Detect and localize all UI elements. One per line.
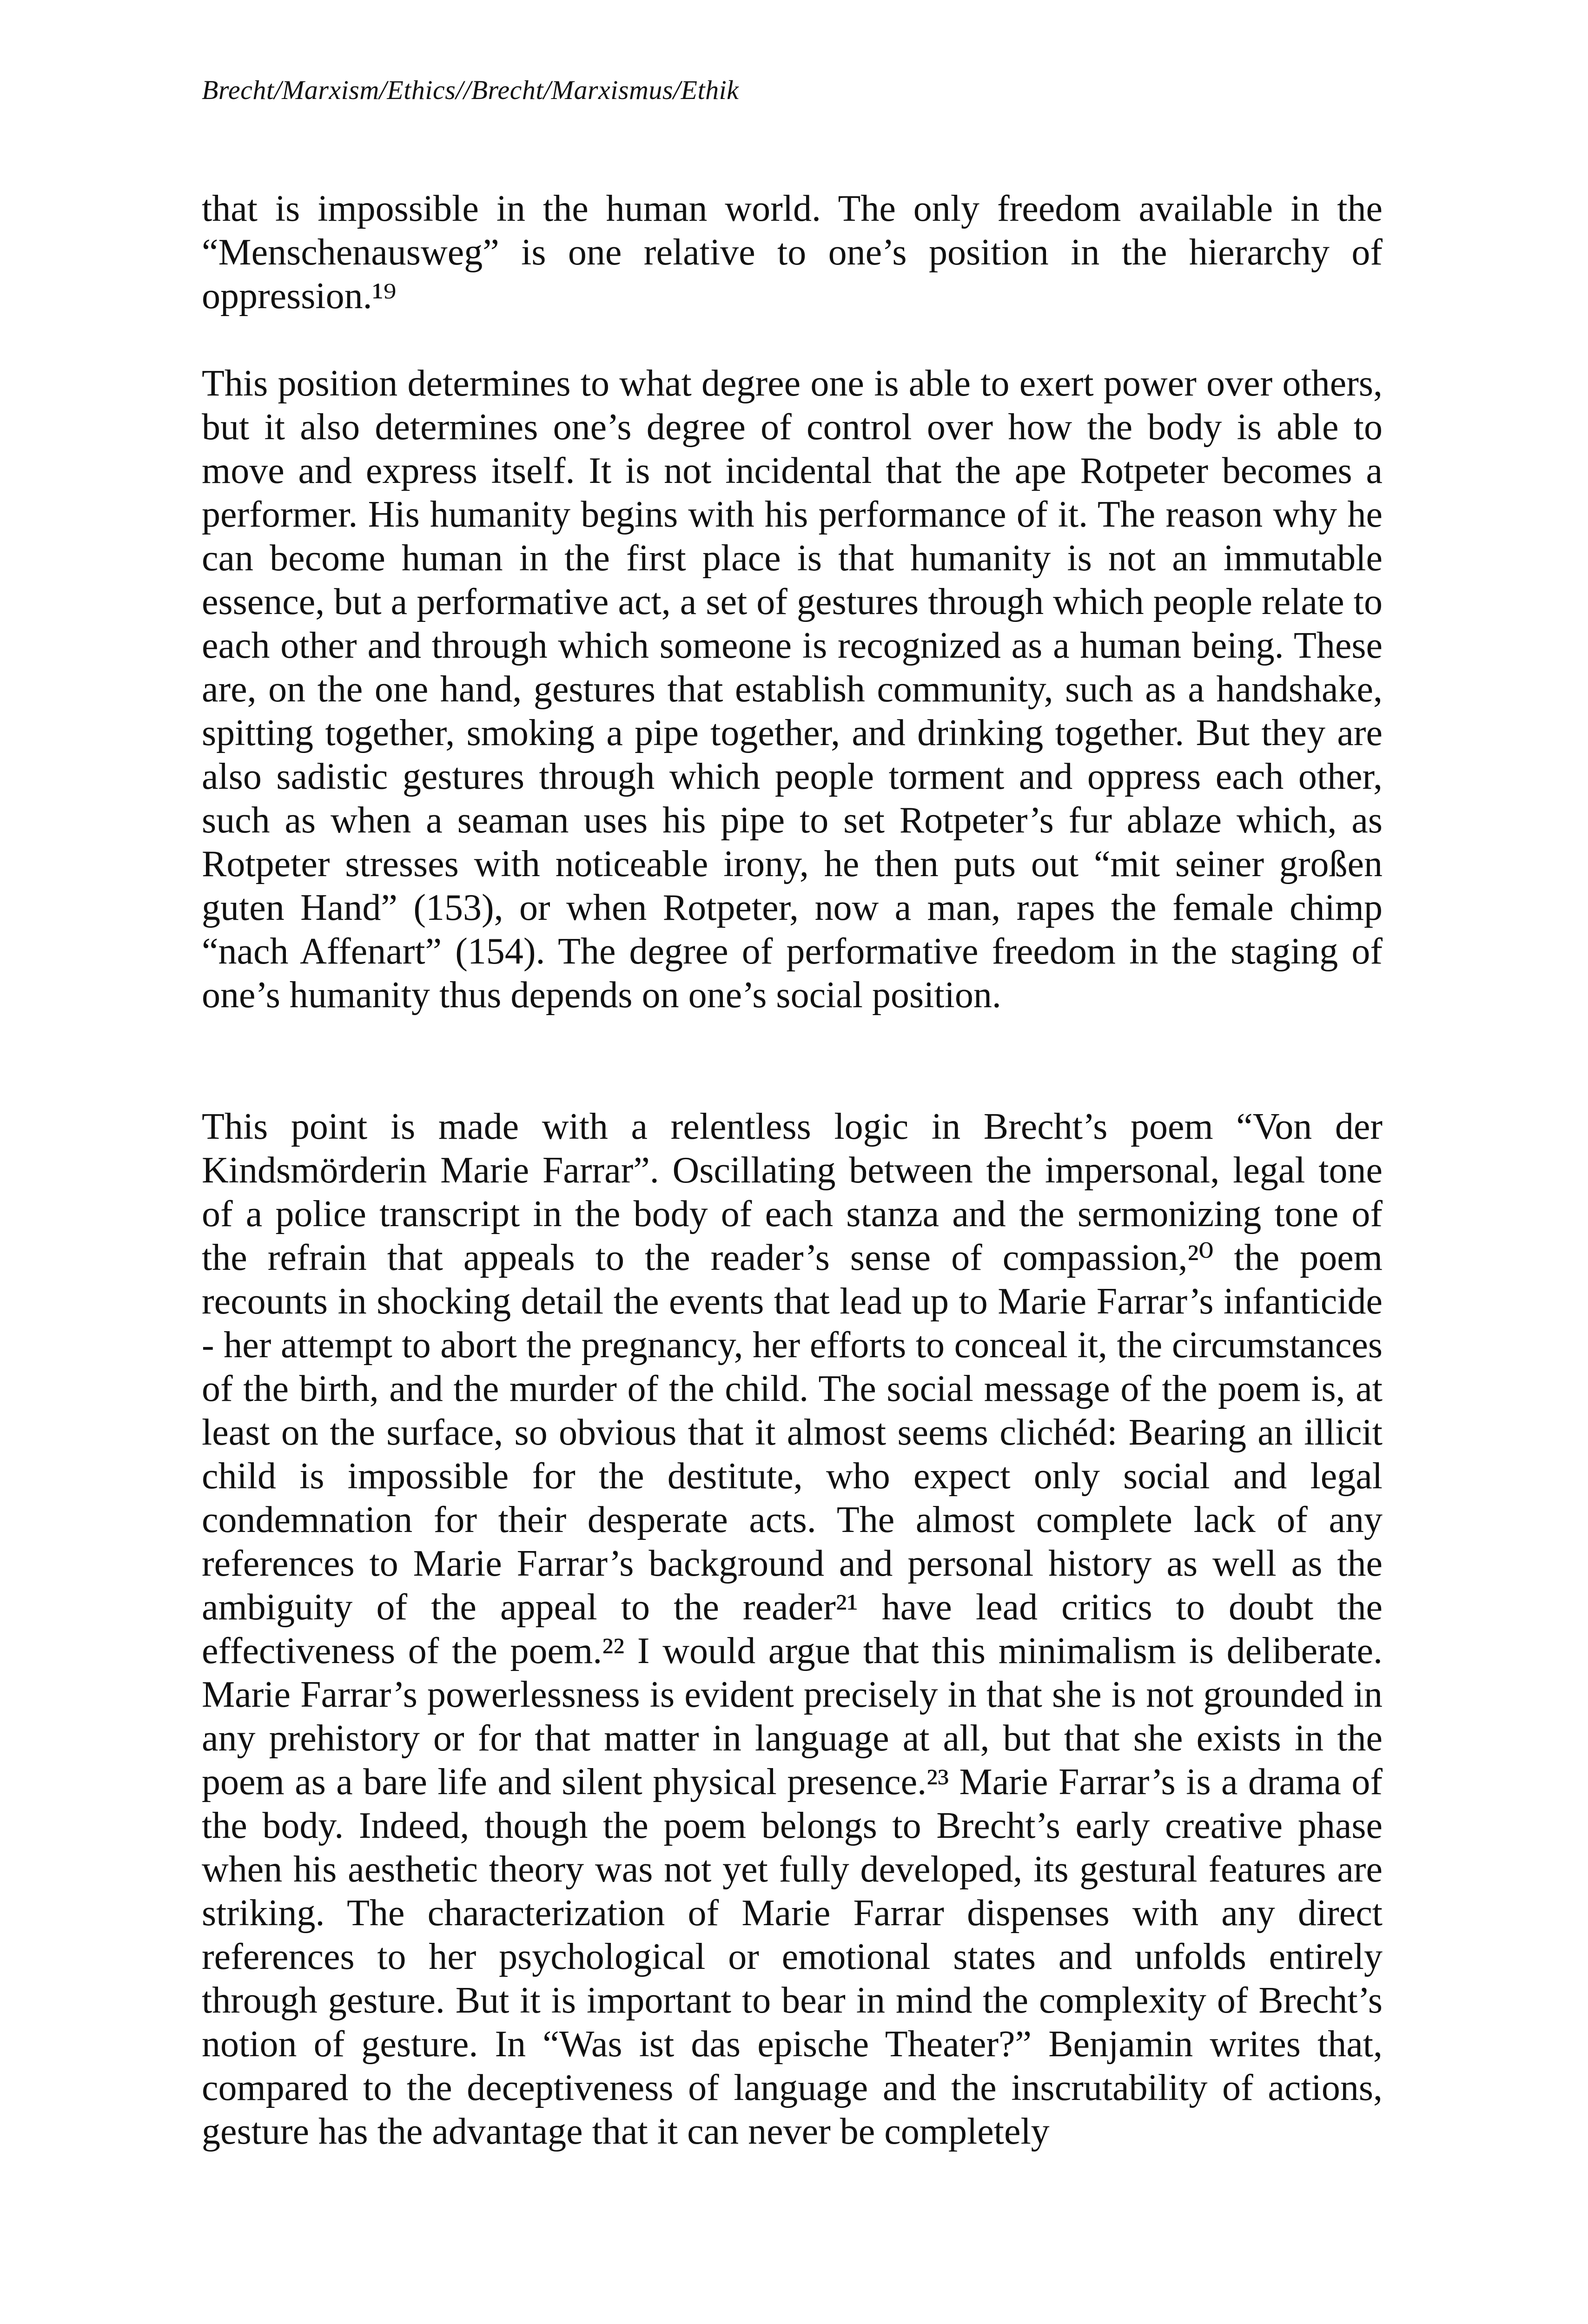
paragraph-3: This point is made with a relentless logic in Brecht’s poem “Von der Kindsmörderin Marie Farrar”. Oscillating between the impersonal, legal tone of a police transcript in the body of each stanza and the sermonizing tone of the refrain that appeals to the reader’s sense of compassion,²⁰ the poem recounts in shocking detail the events that lead up to Marie Farrar’s infanticide - her attempt to abort the pregnancy, her efforts to conceal it, the circumstances of the birth, and the murder of the child. The social message of the poem is, at least on the surface, so obvious that it almost seems clichéd: Bearing an illicit child is impossible for the destitute, who expect only social and legal condemnation for their desperate acts. The almost complete lack of any references to Marie Farrar’s background and personal history as well as the ambiguity of the appeal to the reader²¹ have lead critics to doubt the effectiveness of the poem.²² I would argue that this minimalism is deliberate. Marie Farrar’s powerlessness is evident precisely in that she is not grounded in any prehistory or for that matter in language at all, but that she exists in the poem as a bare life and silent physical presence.²³ Marie Farrar’s is a drama of the body. Indeed, though the poem belongs to Brecht’s early creative phase when his aesthetic theory was not yet fully developed, its gestural features are striking. The characterization of Marie Farrar dispenses with any direct references to her psychological or emotional states and unfolds entirely through gesture. But it is important to bear in mind the complexity of Brecht’s notion of gesture. In “Was ist das epische Theater?” Benjamin writes that, compared to the deceptiveness of language and the inscrutability of actions, gesture has the advantage that it can never be completely — [202, 1106, 1383, 2152]
paragraph-2: This position determines to what degree one is able to exert power over others, but it also determines one’s degree of control over how the body is able to move and express itself. It is not incidental that the ape Rotpeter becomes a performer. His humanity begins with his performance of it. The reason why he can become human in the first place is that humanity is not an immutable essence, but a performative act, a set of gestures through which people relate to each other and through which someone is recognized as a human being. These are, on the one hand, gestures that establish community, such as a handshake, spitting together, smoking a pipe together, and drinking together. But they are also sadistic gestures through which people torment and oppress each other, such as when a seaman uses his pipe to set Rotpeter’s fur ablaze which, as Rotpeter stresses with noticeable irony, he then puts out “mit seiner großen guten Hand” (153), or when Rotpeter, now a man, rapes the female chimp “nach Affenart” (154). The degree of performative freedom in the staging of one’s humanity thus depends on one’s social position. — [202, 363, 1383, 1016]
running-header: Brecht/Marxism/Ethics//Brecht/Marxismus/Ethik — [202, 75, 739, 105]
paragraph-1: that is impossible in the human world. The only freedom available in the “Menschenausweg” is one relative to one’s position in the hierarchy of oppression.¹⁹ — [202, 188, 1383, 317]
